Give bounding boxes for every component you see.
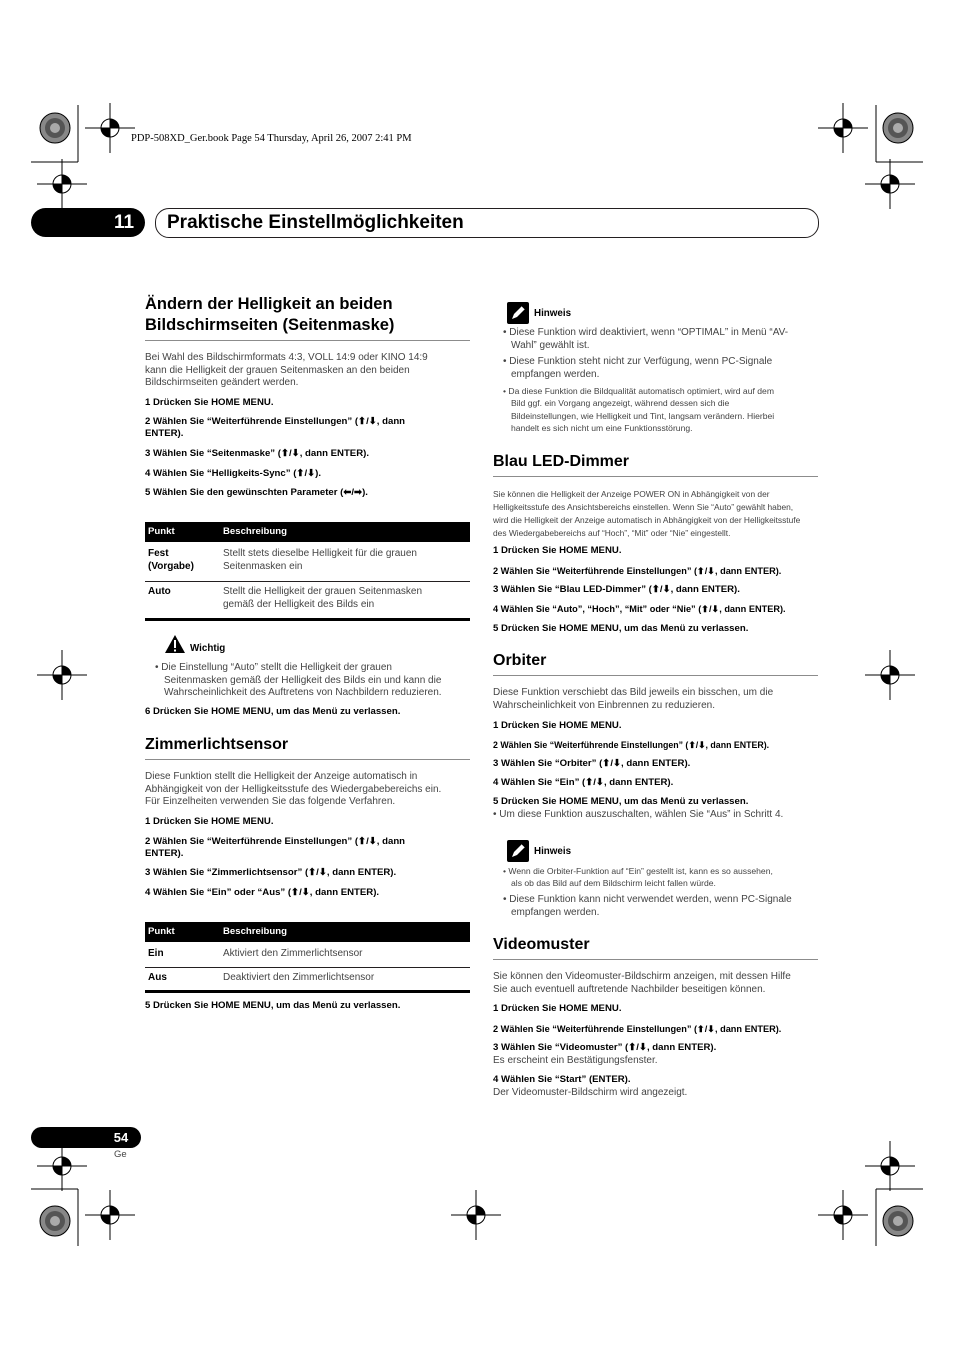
section-title-videomuster: Videomuster [493, 936, 590, 953]
step-3: 3 Wählen Sie “Blau LED-Dimmer” (⬆/⬇, dann ENTER). [493, 584, 740, 595]
table-cell-value [223, 585, 422, 611]
text-line: Seitenmasken gemäß der Helligkeit des Bilds ein und kann die [164, 674, 442, 686]
step-2: 2 Wählen Sie “Weiterführende Einstellungen” (⬆/⬇, dann ENTER). [493, 566, 782, 576]
text-line: Für Einzelheiten verwenden Sie das folgende Verfahren. [145, 796, 396, 808]
step-4: 4 Wählen Sie “Ein” (⬆/⬇, dann ENTER). [493, 777, 674, 788]
hinweis-bullet [503, 356, 772, 381]
column-header-beschreibung: Beschreibung [223, 926, 287, 937]
step-1: 1 Drücken Sie HOME MENU. [145, 397, 274, 408]
table-cell-value: Deaktiviert den Zimmerlichtsensor [223, 972, 375, 983]
text-line: Wahrscheinlichkeit des Auftretens von Nachbildern reduzieren. [164, 687, 442, 699]
column-header-punkt: Punkt [148, 926, 175, 937]
section-rule [493, 959, 818, 960]
hinweis-bullet [503, 385, 774, 435]
note-icon [507, 302, 529, 324]
page-number: 54 [113, 1130, 129, 1145]
text-line: • Diese Funktion wird deaktiviert, wenn “OPTIMAL” in Menü “AV- [503, 327, 789, 338]
text-line: Bildschirmseiten geändert werden. [145, 377, 299, 389]
text-line: Wahl” gewählt ist. [511, 339, 590, 351]
step-1: 1 Drücken Sie HOME MENU. [493, 720, 622, 731]
hinweis-label: Hinweis [534, 846, 572, 857]
text-line: Diese Funktion verschiebt das Bild jeweils ein bisschen, um die [493, 687, 774, 698]
language-code: Ge [114, 1149, 127, 1160]
step-5: 5 Drücken Sie HOME MENU, um das Menü zu verlassen. [493, 796, 749, 807]
chapter-title: Praktische Einstellmöglichkeiten [167, 212, 464, 233]
text-line: empfangen werden. [511, 368, 600, 380]
table-cell-value [223, 547, 417, 573]
step-5: 5 Wählen Sie den gewünschten Parameter (⬅/➡). [145, 487, 368, 498]
section-rule [493, 476, 818, 477]
table-header [145, 522, 470, 542]
step-3: 3 Wählen Sie “Seitenmaske” (⬆/⬇, dann ENTER). [145, 448, 369, 459]
cell-line: Fest [148, 548, 169, 559]
section-title-orbiter: Orbiter [493, 652, 547, 669]
text-line: wird die Helligkeit der Anzeige automatisch in Abhängigkeit von der Helligkeitsstufe [493, 515, 801, 525]
section-title-blau-led-dimmer: Blau LED-Dimmer [493, 453, 630, 470]
text-line: Helligkeitsstufe des Ansichtsbereichs einstellen. Wenn Sie “Auto” gewählt haben, [493, 502, 794, 512]
text-line: • Da diese Funktion die Bildqualität automatisch optimiert, wird auf dem [503, 386, 774, 396]
hinweis-bullet [503, 894, 792, 919]
title-line: Bildschirmseiten (Seitenmaske) [145, 316, 395, 334]
column-header-punkt: Punkt [148, 526, 175, 537]
step-4: 4 Wählen Sie “Auto”, “Hoch”, “Mit” oder “Nie” (⬆/⬇, dann ENTER). [493, 604, 786, 614]
text-line: Sie können den Videomuster-Bildschirm anzeigen, mit dessen Hilfe [493, 971, 791, 982]
cell-line: Stellt die Helligkeit der grauen Seitenmasken [223, 586, 422, 597]
step-line: 2 Wählen Sie “Weiterführende Einstellungen” (⬆/⬇, dann [145, 416, 406, 427]
column-header-beschreibung: Beschreibung [223, 526, 287, 537]
step-4: 4 Wählen Sie “Start” (ENTER). [493, 1074, 631, 1085]
step-3: 3 Wählen Sie “Zimmerlichtsensor” (⬆/⬇, dann ENTER). [145, 867, 397, 878]
text-line: Wahrscheinlichkeit von Einbrennen zu reduzieren. [493, 699, 715, 711]
step-5: 5 Drücken Sie HOME MENU, um das Menü zu verlassen. [493, 623, 749, 634]
text-line: • Wenn die Orbiter-Funktion auf “Ein” gestellt ist, kann es so aussehen, [503, 866, 773, 876]
step-line: ENTER). [145, 428, 184, 440]
text-line: Sie auch eventuell auftretende Nachbilder beseitigen können. [493, 983, 766, 995]
text-line: Bild ggf. ein Vorgang angezeigt, während dessen sich die [511, 398, 730, 409]
step-1: 1 Drücken Sie HOME MENU. [493, 1003, 622, 1014]
step-4: 4 Wählen Sie “Ein” oder “Aus” (⬆/⬇, dann ENTER). [145, 887, 380, 898]
table-cell-key: Ein [148, 948, 164, 959]
section-rule [493, 675, 818, 676]
text-line: des Wiedergabebereichs auf “Hoch”, “Mit” oder “Nie” eingestellt. [493, 528, 731, 538]
intro-videomuster [493, 971, 791, 996]
orbiter-off-note: • Um diese Funktion auszuschalten, wählen Sie “Aus” in Schritt 4. [493, 809, 784, 820]
note-icon [507, 840, 529, 862]
hinweis-bullet [503, 327, 788, 352]
text-line: • Diese Funktion kann nicht verwendet werden, wenn PC-Signale [503, 894, 792, 905]
text-line: Diese Funktion stellt die Helligkeit der Anzeige automatisch in [145, 771, 418, 782]
text-line: Bei Wahl des Bildschirmformats 4:3, VOLL 14:9 oder KINO 14:9 [145, 352, 428, 363]
step-line: ENTER). [145, 848, 184, 860]
warning-icon [164, 634, 186, 654]
text-line: handelt es sich nicht um eine Funktionsstörung. [511, 423, 693, 434]
chapter-number: 11 [113, 212, 135, 233]
step-4: 4 Wählen Sie “Helligkeits-Sync” (⬆/⬇). [145, 468, 322, 479]
cell-line: (Vorgabe) [148, 561, 194, 572]
text-line: kann die Helligkeit der grauen Seitenmasken an den beiden [145, 364, 410, 376]
step-3: 3 Wählen Sie “Orbiter” (⬆/⬇, dann ENTER). [493, 758, 691, 769]
section-rule [145, 759, 470, 760]
text-line: Abhängigkeit von der Helligkeitsstufe des Wiedergabebereichs ein. [145, 783, 442, 795]
step-3-result: Es erscheint ein Bestätigungsfenster. [493, 1055, 658, 1066]
book-info: PDP-508XD_Ger.book Page 54 Thursday, April 26, 2007 2:41 PM [131, 133, 412, 144]
table-row-divider [145, 581, 470, 582]
section-title-seitenmaske [145, 294, 394, 336]
section-title-zimmerlichtsensor: Zimmerlichtsensor [145, 736, 289, 753]
intro-seitenmaske [145, 352, 428, 390]
intro-blau-led-dimmer [493, 488, 800, 540]
wichtig-label: Wichtig [190, 643, 226, 654]
table-cell-key [148, 547, 194, 573]
intro-zimmerlichtsensor [145, 771, 441, 809]
cell-line: Seitenmasken ein [223, 561, 303, 572]
table-row-divider [145, 967, 470, 968]
table-header [145, 922, 470, 942]
table-cell-value: Aktiviert den Zimmerlichtsensor [223, 948, 363, 959]
title-line: Ändern der Helligkeit an beiden [145, 295, 393, 313]
table-cell-key: Auto [148, 586, 171, 597]
text-line: • Die Einstellung “Auto” stellt die Helligkeit der grauen [155, 662, 392, 673]
step-2 [145, 836, 405, 861]
cell-line: Stellt stets dieselbe Helligkeit für die grauen [223, 548, 417, 559]
cell-line: gemäß der Helligkeit des Bilds ein [223, 599, 375, 610]
intro-orbiter [493, 687, 773, 712]
section-rule [145, 340, 470, 341]
hinweis-bullet [503, 865, 773, 890]
step-2: 2 Wählen Sie “Weiterführende Einstellungen” (⬆/⬇, dann ENTER). [493, 740, 770, 750]
table-bottom-rule [145, 618, 470, 621]
table-bottom-rule [145, 990, 470, 993]
text-line: Bildeinstellungen, wie Helligkeit und Tint, langsam verändern. Hierbei [511, 410, 775, 421]
table-cell-key: Aus [148, 972, 167, 983]
step-4-result: Der Videomuster-Bildschirm wird angezeigt. [493, 1087, 688, 1098]
wichtig-bullet [155, 662, 442, 700]
text-line: • Diese Funktion steht nicht zur Verfügung, wenn PC-Signale [503, 356, 773, 367]
step-3: 3 Wählen Sie “Videomuster” (⬆/⬇, dann ENTER). [493, 1042, 717, 1053]
step-1: 1 Drücken Sie HOME MENU. [493, 545, 622, 556]
step-5: 5 Drücken Sie HOME MENU, um das Menü zu verlassen. [145, 1000, 401, 1011]
step-2: 2 Wählen Sie “Weiterführende Einstellungen” (⬆/⬇, dann ENTER). [493, 1024, 782, 1034]
step-6: 6 Drücken Sie HOME MENU, um das Menü zu verlassen. [145, 706, 401, 717]
text-line: als ob das Bild auf dem Bildschirm leicht fallen würde. [511, 878, 716, 889]
text-line: Sie können die Helligkeit der Anzeige POWER ON in Abhängigkeit von der [493, 489, 770, 499]
step-1: 1 Drücken Sie HOME MENU. [145, 816, 274, 827]
step-line: 2 Wählen Sie “Weiterführende Einstellungen” (⬆/⬇, dann [145, 836, 406, 847]
text-line: empfangen werden. [511, 906, 600, 918]
hinweis-label: Hinweis [534, 308, 572, 319]
step-2 [145, 416, 405, 441]
